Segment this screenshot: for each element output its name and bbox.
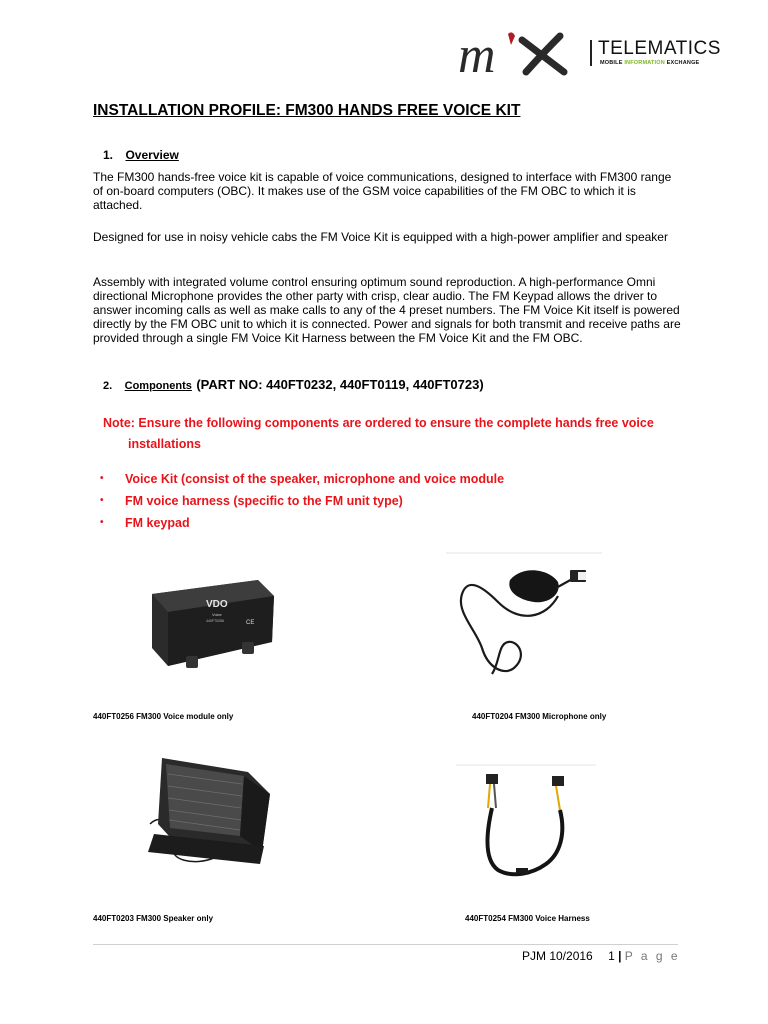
section-overview-heading xyxy=(103,146,179,164)
list-item: • FM voice harness (specific to the FM unit type) xyxy=(100,494,504,516)
speaker-image xyxy=(144,754,280,875)
overview-paragraph-3: Assembly with integrated volume control ensuring optimum sound reproduction. A high-performance Omni directional Microphone provides the other party with crisp, clear audio. The FM Keypad allows the driver to answer incoming calls as well as make calls to any of the 4 preset numbers. The FM Voice Kit itself is powered directly by the FM OBC unit to which it is connected. Power and signals for both transmit and receive paths are provided through a single FM Voice Kit Harness between the FM Voice Kit and the FM OBC. xyxy=(93,275,681,345)
part-numbers: (PART NO: 440FT0232, 440FT0119, 440FT0723) xyxy=(196,377,484,392)
caption-voice-module: 440FT0256 FM300 Voice module only xyxy=(93,712,234,721)
svg-text:m: m xyxy=(458,27,496,78)
device-brand: VDO xyxy=(206,599,228,610)
caption-voice-harness: 440FT0254 FM300 Voice Harness xyxy=(465,914,590,923)
order-note xyxy=(103,413,683,455)
caption-microphone: 440FT0204 FM300 Microphone only xyxy=(472,712,607,721)
overview-paragraph-1: The FM300 hands-free voice kit is capable of voice communications, designed to interface with FM300 range of on-board computers (OBC). It makes use of the GSM voice capabilities of the FM OBC to which it is attached. xyxy=(93,170,672,212)
section-number: 1. xyxy=(103,148,114,162)
ce-mark: CE xyxy=(246,620,255,626)
footer-separator: | xyxy=(618,949,622,963)
section-number: 2. xyxy=(103,380,113,392)
note-line-1: Note: Ensure the following components are ordered to ensure the complete hands free voice xyxy=(103,416,654,430)
page-title: INSTALLATION PROFILE: FM300 HANDS FREE VOICE KIT xyxy=(93,102,521,119)
bullet-icon: • xyxy=(100,473,104,484)
overview-paragraph-2: Designed for use in noisy vehicle cabs the FM Voice Kit is equipped with a high-power amplifier and speaker xyxy=(93,230,668,244)
section-components-heading xyxy=(103,376,484,394)
caption-speaker: 440FT0203 FM300 Speaker only xyxy=(93,914,214,923)
voice-harness-image xyxy=(456,764,596,891)
bullet-icon: • xyxy=(100,517,104,528)
brand-name: TELEMATICS xyxy=(598,38,721,59)
microphone-image xyxy=(446,552,602,693)
page-number: 1 xyxy=(608,949,615,963)
brand-tagline: MOBILE INFORMATION EXCHANGE xyxy=(600,60,700,66)
section-label: Overview xyxy=(125,148,179,162)
bullet-icon: • xyxy=(100,495,104,506)
device-part: 440FT0256 xyxy=(206,619,224,623)
voice-module-image xyxy=(146,576,278,679)
note-line-2: installations xyxy=(128,437,201,451)
footer-ref: PJM 10/2016 xyxy=(522,949,593,963)
device-label: Voice xyxy=(212,612,222,617)
footer-divider xyxy=(93,944,678,945)
mix-logo xyxy=(456,26,576,78)
section-label: Components xyxy=(124,380,192,392)
list-item: • FM keypad xyxy=(100,516,504,538)
page-footer xyxy=(522,949,680,963)
list-item: • Voice Kit (consist of the speaker, microphone and voice module xyxy=(100,472,504,494)
component-bullet-list xyxy=(100,472,504,538)
page-word: P a g e xyxy=(624,949,681,963)
logo-divider xyxy=(590,40,592,66)
